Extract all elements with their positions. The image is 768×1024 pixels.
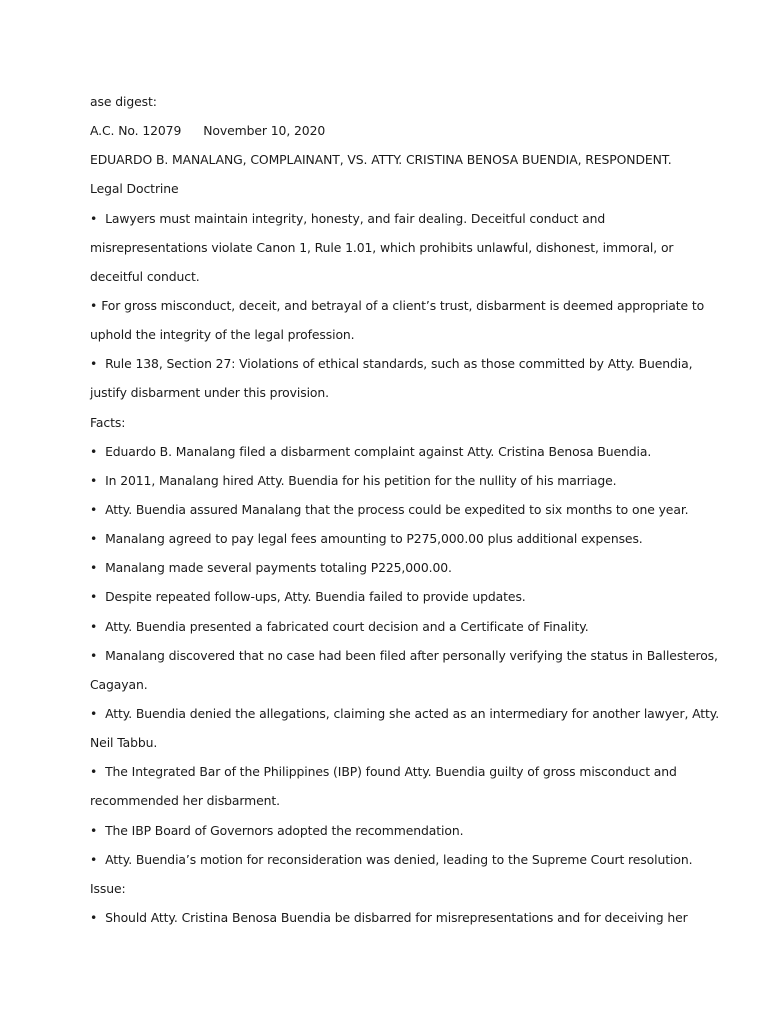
doctrine-item-3 — [90, 349, 693, 378]
doctrine-item-2 — [90, 291, 705, 320]
fact-item-text-continued: Cagayan. — [90, 676, 148, 692]
bullet-icon: • — [90, 851, 98, 867]
fact-item-text: Atty. Buendia presented a fabricated court decision and a Certificate of Finality. — [105, 618, 589, 634]
fact-item-text: Manalang made several payments totaling P225,000.00. — [105, 560, 452, 576]
fact-item — [90, 816, 690, 845]
case-date: November 10, 2020 — [203, 123, 326, 139]
fact-item — [90, 495, 690, 524]
doctrine-item-text: Rule 138, Section 27: Violations of ethical standards, such as those committed by Atty. Buendia, — [105, 356, 693, 372]
doctrine-item-text: For gross misconduct, deceit, and betrayal of a client’s trust, disbarment is deemed appropriate to — [101, 297, 705, 313]
issue-heading: Issue: — [90, 880, 126, 896]
fact-item — [90, 553, 690, 582]
facts-heading: Facts: — [90, 414, 126, 430]
fact-item — [90, 524, 690, 553]
bullet-icon: • — [90, 705, 98, 721]
bullet-icon: • — [90, 647, 98, 663]
fact-item — [90, 612, 690, 641]
fact-item-text-continued: recommended her disbarment. — [90, 793, 280, 809]
issue-item-text: Should Atty. Cristina Benosa Buendia be disbarred for misrepresentations and for deceiving her — [105, 909, 688, 925]
bullet-icon: • — [90, 822, 98, 838]
fact-item-text: The Integrated Bar of the Philippines (IBP) found Atty. Buendia guilty of gross misconduct and — [105, 764, 677, 780]
doctrine-item-text-continued: misrepresentations violate Canon 1, Rule 1.01, which prohibits unlawful, dishonest, immoral, or — [90, 239, 674, 255]
fact-item — [90, 699, 720, 728]
fact-item-text: Despite repeated follow-ups, Atty. Buendia failed to provide updates. — [105, 589, 526, 605]
bullet-icon: • — [90, 909, 98, 925]
document-header: ase digest: — [90, 94, 157, 109]
bullet-icon: • — [90, 472, 98, 488]
doctrine-item-1 — [90, 204, 690, 233]
fact-item — [90, 582, 690, 611]
fact-item-text: In 2011, Manalang hired Atty. Buendia for his petition for the nullity of his marriage. — [105, 472, 617, 488]
doctrine-heading: Legal Doctrine — [90, 181, 179, 197]
case-number: A.C. No. 12079 — [90, 123, 182, 139]
bullet-icon: • — [90, 501, 98, 517]
doctrine-item-text-continued: uphold the integrity of the legal profession. — [90, 327, 355, 343]
bullet-icon: • — [90, 531, 98, 547]
bullet-icon: • — [90, 356, 98, 372]
bullet-icon: • — [90, 618, 98, 634]
fact-item-text: Atty. Buendia’s motion for reconsideration was denied, leading to the Supreme Court resolution. — [105, 851, 693, 867]
doctrine-item-text-continued: deceitful conduct. — [90, 268, 200, 284]
fact-item — [90, 641, 718, 670]
bullet-icon: • — [90, 560, 98, 576]
fact-item — [90, 466, 690, 495]
fact-item-text: Manalang agreed to pay legal fees amounting to P275,000.00 plus additional expenses. — [105, 531, 643, 547]
fact-item-text: Atty. Buendia denied the allegations, claiming she acted as an intermediary for another lawyer, Atty. — [105, 705, 720, 721]
issue-item — [90, 903, 690, 932]
bullet-icon: • — [90, 443, 98, 459]
case-reference — [90, 116, 690, 145]
bullet-icon: • — [90, 764, 98, 780]
bullet-icon: • — [90, 589, 98, 605]
doctrine-item-text: Lawyers must maintain integrity, honesty, and fair dealing. Deceitful conduct and — [105, 210, 606, 226]
bullet-icon: • — [90, 297, 98, 313]
fact-item-text-continued: Neil Tabbu. — [90, 735, 158, 751]
case-title: EDUARDO B. MANALANG, COMPLAINANT, VS. ATTY. CRISTINA BENOSA BUENDIA, RESPONDENT. — [90, 152, 672, 168]
fact-item-text: Eduardo B. Manalang filed a disbarment complaint against Atty. Cristina Benosa Buendia. — [105, 443, 652, 459]
fact-item-text: The IBP Board of Governors adopted the recommendation. — [105, 822, 464, 838]
bullet-icon: • — [90, 210, 98, 226]
document-body — [90, 87, 720, 932]
fact-item-text: Atty. Buendia assured Manalang that the process could be expedited to six months to one year. — [105, 501, 689, 517]
fact-item — [90, 757, 690, 786]
fact-item-text: Manalang discovered that no case had been filed after personally verifying the status in Ballesteros, — [105, 647, 718, 663]
fact-item — [90, 437, 690, 466]
fact-item — [90, 845, 693, 874]
doctrine-item-text-continued: justify disbarment under this provision. — [90, 385, 329, 401]
